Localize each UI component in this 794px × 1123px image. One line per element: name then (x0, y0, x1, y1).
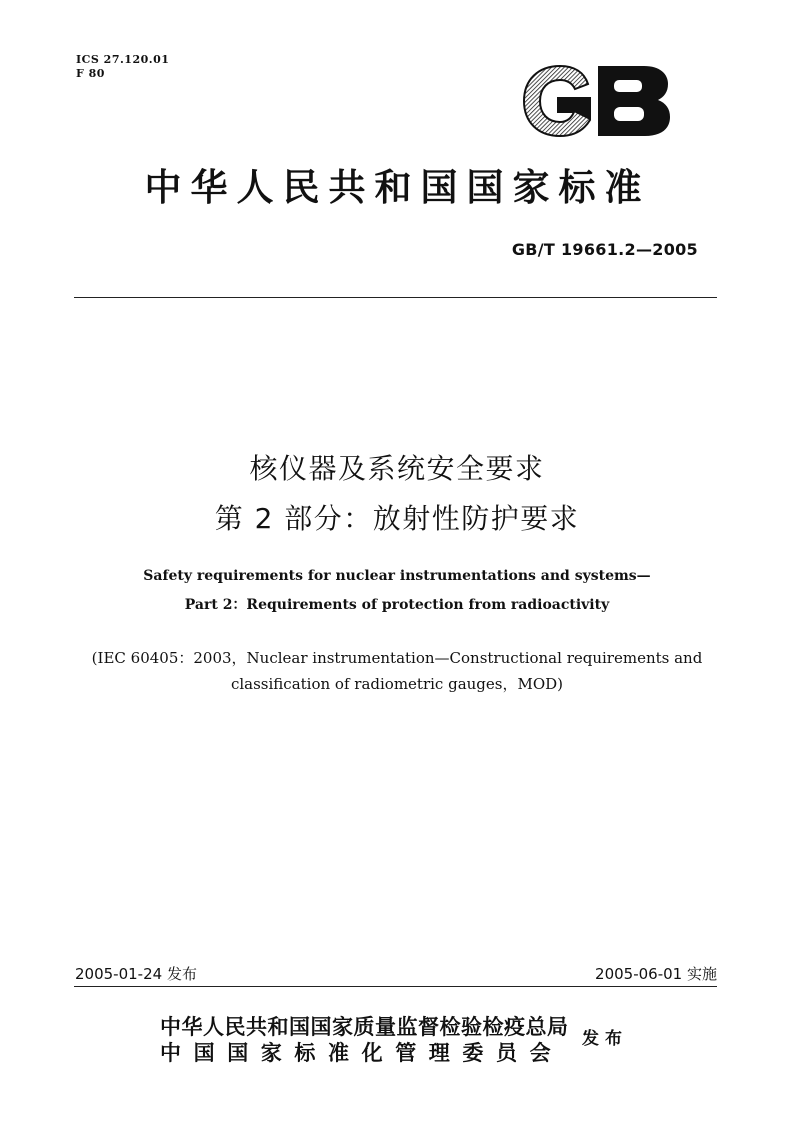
issue-date: 2005-01-24 发布 (75, 965, 197, 983)
implementation-date: 2005-06-01 实施 (595, 965, 717, 983)
standard-number: GB/T 19661.2—2005 (511, 240, 698, 259)
issuer-line2: 中国国家标准化管理委员会 (160, 1041, 564, 1065)
iec-reference-line2: classification of radiometric gauges，MOD) (230, 675, 564, 693)
iec-reference-line1: (IEC 60405：2003，Nuclear instrumentation—Constructional requirements and (91, 649, 703, 667)
cn-title-line1: 核仪器及系统安全要求 (249, 452, 545, 485)
ccs-code: F 80 (76, 67, 105, 80)
bottom-divider (74, 986, 717, 987)
gb-logo (518, 62, 674, 140)
issuer-line1: 中华人民共和国国家质量监督检验检疫总局 (160, 1015, 569, 1039)
top-divider (74, 297, 717, 298)
publish-label: 发布 (582, 1029, 628, 1049)
en-title-line2: Part 2：Requirements of protection from radioactivity (184, 597, 610, 613)
cn-title-line2: 第 2 部分：放射性防护要求 (214, 502, 580, 535)
national-standard-title: 中华人民共和国国家标准 (144, 166, 651, 209)
en-title-line1: Safety requirements for nuclear instrumentations and systems— (143, 568, 651, 584)
ics-code: ICS 27.120.01 (76, 53, 170, 66)
